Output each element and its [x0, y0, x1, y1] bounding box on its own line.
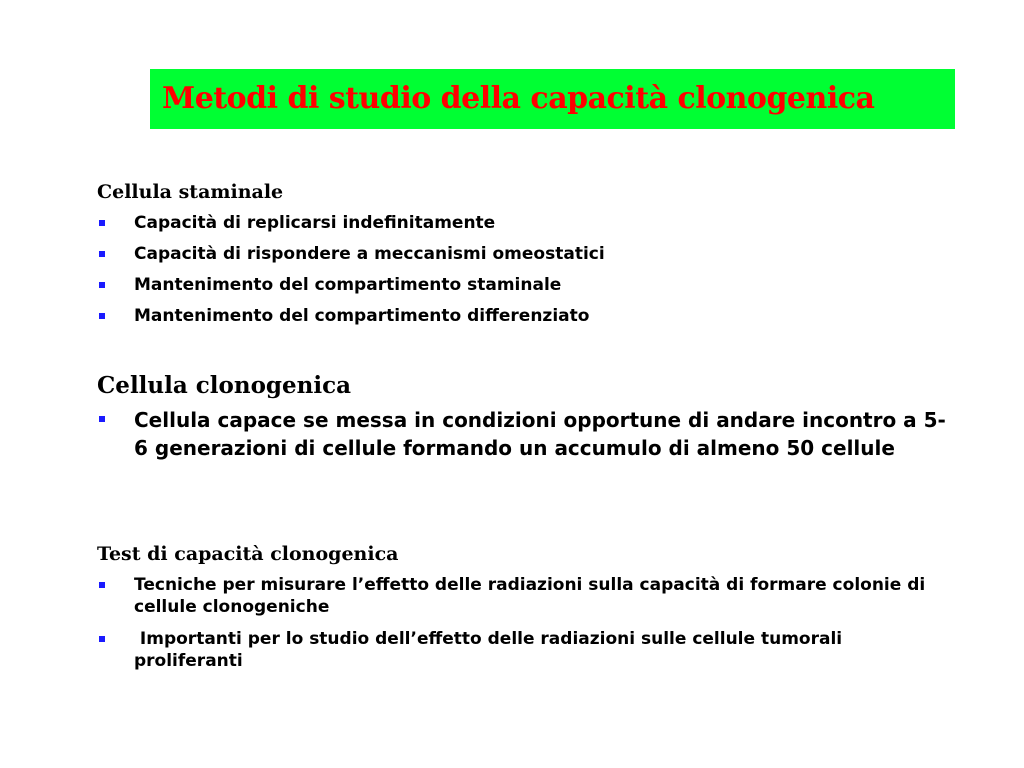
square-bullet-icon: [99, 582, 105, 588]
list-item-text: Capacità di rispondere a meccanismi omeostatici: [134, 244, 605, 264]
section-cellula-staminale: [97, 180, 947, 336]
list-item-text: Tecniche per misurare l’effetto delle radiazioni sulla capacità di formare colonie di cellule clonogeniche: [134, 575, 926, 617]
list-item-text: Capacità di replicarsi indefinitamente: [134, 213, 496, 233]
square-bullet-icon: [99, 416, 105, 422]
section-heading: Cellula clonogenica: [97, 372, 352, 399]
list-item-text: Mantenimento del compartimento staminale: [134, 275, 562, 295]
list-item-text: Mantenimento del compartimento differenziato: [134, 306, 590, 326]
section-heading: Test di capacità clonogenica: [97, 543, 399, 565]
list-item: [97, 574, 947, 618]
square-bullet-icon: [99, 251, 105, 257]
section-heading: Cellula staminale: [97, 181, 284, 203]
list-item: [97, 274, 947, 296]
list-item: [97, 243, 947, 265]
list-item-text: Importanti per lo studio dell’effetto delle radiazioni sulle cellule tumorali proliferanti: [134, 629, 849, 671]
section-test-capacita-clonogenica: [97, 542, 947, 682]
square-bullet-icon: [99, 313, 105, 319]
square-bullet-icon: [99, 282, 105, 288]
section-cellula-clonogenica: [97, 372, 947, 462]
slide-title: Metodi di studio della capacità clonogenica: [162, 81, 875, 116]
list-item-text: Cellula capace se messa in condizioni opportune di andare incontro a 5-6 generazioni di cellule formando un accumulo di almeno 50 cellule: [134, 408, 946, 460]
square-bullet-icon: [99, 220, 105, 226]
list-item: [97, 406, 947, 462]
square-bullet-icon: [99, 636, 105, 642]
list-item: [97, 305, 947, 327]
list-item: [97, 628, 947, 672]
list-item: [97, 212, 947, 234]
slide-title-box: [150, 69, 955, 129]
